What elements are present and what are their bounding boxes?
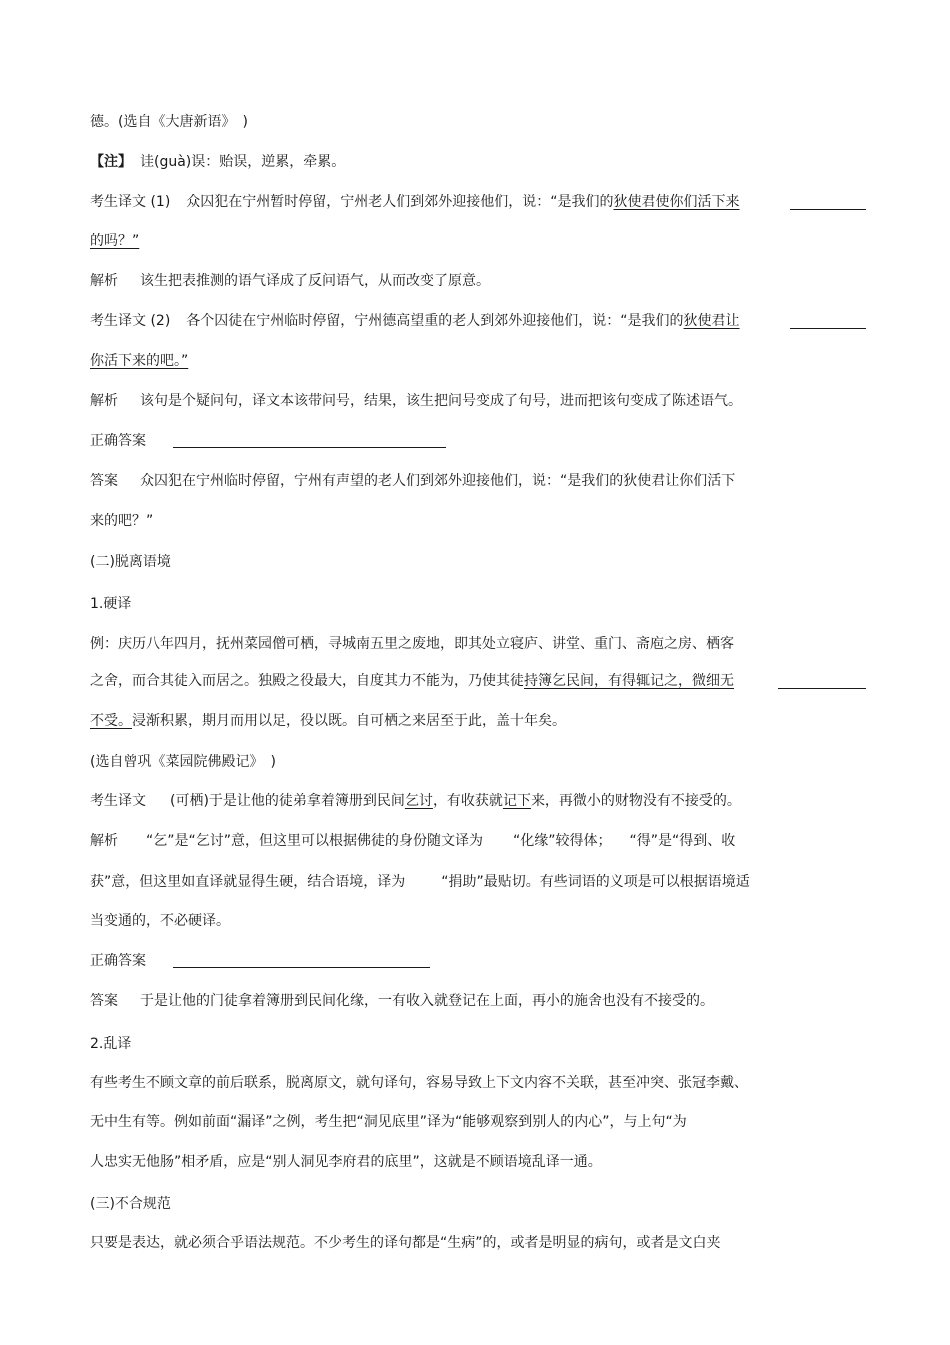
example-line-2: [90, 671, 734, 691]
text: 该生把表推测的语气译成了反问语气，从而改变了原意。: [140, 273, 490, 289]
text: 只要是表达，就必须合乎语法规范。不少考生的译句都是“生病”的，或者是明显的病句，或者是文白夹: [90, 1235, 721, 1251]
note-line: [90, 152, 345, 172]
underline-rule: [778, 688, 866, 689]
text: 来，再微小的财物没有不接受的。: [530, 793, 741, 809]
analysis-3-cont: [90, 872, 750, 892]
text: 众囚犯在宁州暂时停留，宁州老人们到郊外迎接他们，说：“是我们的: [186, 194, 614, 210]
label: 解析: [90, 393, 118, 409]
correct-answer-1: [90, 431, 146, 451]
subheading-hard-translation: [90, 594, 131, 614]
student-translation-1: [90, 192, 740, 212]
label: 正确答案: [90, 433, 146, 449]
label: 答案: [90, 473, 118, 489]
text: “乞”是“乞讨”意，但这里可以根据佛徒的身份随文译为: [146, 833, 484, 849]
analysis-2: [90, 391, 742, 411]
student-translation-1-cont: [90, 231, 139, 251]
underlined-text: 你活下来的吧。”: [90, 353, 189, 369]
example-line-3: [90, 711, 566, 731]
paragraph-line-1: [90, 1073, 748, 1093]
text: ，有收获就: [432, 793, 503, 809]
text: 无中生有等。例如前面“漏译”之例，考生把“洞见底里”译为“能够观察到别人的内心”，与上句“为: [90, 1114, 687, 1130]
text: 人忠实无他肠”相矛盾，应是“别人洞见李府君的底里”，这就是不顾语境乱译一通。: [90, 1154, 602, 1170]
paragraph-line-2: [90, 1112, 687, 1132]
text: 之舍，而合其徒入而居之。独殿之役最大，自度其力不能为，乃使其徒: [90, 673, 524, 689]
text: 浸渐积累，期月而用以足，役以既。自可栖之来居至于此，盖十年矣。: [132, 713, 566, 729]
text: 众囚犯在宁州临时停留，宁州有声望的老人们到郊外迎接他们，说：“是我们的狄使君让你们活下: [140, 473, 736, 489]
underlined-text: 乞讨: [404, 793, 433, 809]
answer-blank-rule: [173, 447, 446, 448]
student-translation-2: [90, 311, 740, 331]
note-tag: 【注】: [90, 154, 132, 170]
text: 例：庆历八年四月，抚州菜园僧可栖，寻城南五里之废地，即其处立寝庐、讲堂、重门、斋庖之房、栖客: [90, 636, 734, 652]
answer-1: [90, 471, 735, 491]
text: 来的吧？”: [90, 513, 154, 529]
label: 考生译文 (1): [90, 194, 171, 210]
answer-blank-rule: [173, 967, 430, 968]
note-text: 诖(guà)误：贻误，逆累，牵累。: [140, 154, 346, 170]
text: 该句是个疑问句，译文本该带问号，结果，该生把问号变成了句号，进而把该句变成了陈述语气。: [140, 393, 742, 409]
heading: 1.硬译: [90, 596, 132, 612]
section-heading-3: [90, 1194, 171, 1214]
text: “得”是“得到、收: [629, 833, 736, 849]
answer-1-cont: [90, 511, 153, 531]
paragraph-line-3: [90, 1152, 602, 1172]
label: 考生译文 (2): [90, 313, 171, 329]
text: 于是让他的门徒拿着簿册到民间化缘，一有收入就登记在上面，再小的施舍也没有不接受的。: [140, 993, 714, 1009]
student-translation-3: [90, 791, 741, 811]
section-heading-2: [90, 552, 171, 572]
example-line-1: [90, 634, 734, 654]
paragraph-line-4: [90, 1233, 721, 1253]
answer-2: [90, 991, 714, 1011]
underlined-text: 狄使君使你们活下来: [613, 194, 740, 210]
label: 解析: [90, 273, 118, 289]
correct-answer-2: [90, 951, 146, 971]
analysis-3: [90, 831, 735, 851]
text: 有些考生不顾文章的前后联系，脱离原文，就句译句，容易导致上下文内容不关联，甚至冲突、张冠李戴、: [90, 1075, 748, 1091]
text: (可栖)于是让他的徒弟拿着簿册到民间: [170, 793, 405, 809]
label: 答案: [90, 993, 118, 1009]
underlined-text: 不受。: [90, 713, 132, 729]
underlined-text: 持簿乞民间，有得辄记之，微细无: [524, 673, 734, 689]
text: 获”意，但这里如直译就显得生硬，结合语境，译为: [90, 874, 406, 890]
underlined-text: 记下: [502, 793, 531, 809]
text: 各个囚徒在宁州临时停留，宁州德高望重的老人到郊外迎接他们，说：“是我们的: [186, 313, 684, 329]
label: 正确答案: [90, 953, 146, 969]
text: “化缘”较得体；: [513, 833, 612, 849]
analysis-1: [90, 271, 490, 291]
example-source: [90, 752, 276, 772]
label: 考生译文: [90, 793, 146, 809]
heading: (二)脱离语境: [90, 554, 171, 570]
underlined-text: 狄使君让: [683, 313, 740, 329]
underlined-text: 的吗？”: [90, 233, 140, 249]
text: 德。(选自《大唐新语》 ): [90, 114, 248, 130]
text: (选自曾巩《菜园院佛殿记》 ): [90, 754, 276, 770]
label: 解析: [90, 833, 118, 849]
text: 当变通的，不必硬译。: [90, 913, 230, 929]
text: “捐助”最贴切。有些词语的义项是可以根据语境适: [441, 874, 750, 890]
student-translation-2-cont: [90, 351, 188, 371]
heading: 2.乱译: [90, 1036, 132, 1052]
heading: (三)不合规范: [90, 1196, 171, 1212]
underline-rule: [790, 328, 866, 329]
subheading-random-translation: [90, 1034, 131, 1054]
analysis-3-end: [90, 911, 230, 931]
source-line: [90, 112, 248, 132]
underline-rule: [790, 209, 866, 210]
